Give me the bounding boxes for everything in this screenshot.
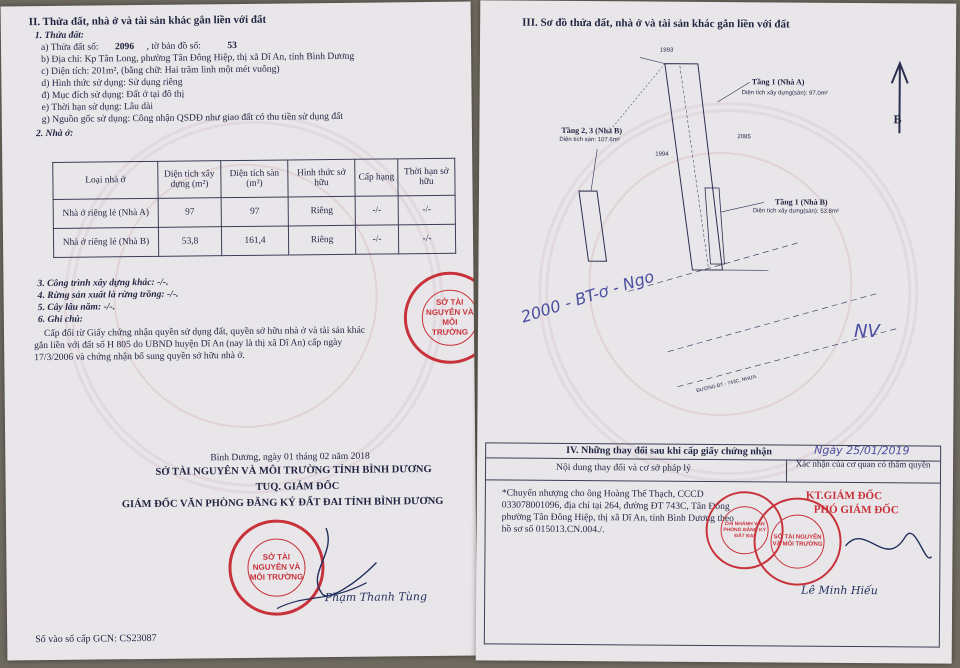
changes-col-confirm [787,459,940,483]
change-entry-line: 033078001096, địa chỉ tại 264, đường ĐT 743C, Tân Đông [501,499,730,513]
table-cell: 97 [221,197,288,227]
table-cell: 97 [158,198,221,228]
north-arrow-label: B [893,112,902,127]
kt-director: KT.GIÁM ĐỐC [805,489,883,503]
stamp-text: SỞ TÀI NGUYÊN VÀ MÔI TRƯỜNG [770,514,824,568]
floor-area: Diện tích sàn: 107.6m² [559,136,620,144]
land-term: e) Thời hạn sử dụng: Lâu dài [41,100,154,114]
change-entry-line: phường Tân Đông Hiệp, thị xã Dĩ An, tỉnh Bình Dương theo [501,511,734,525]
col-header: Hình thức sở hữu [288,159,355,197]
table-cell: -/- [355,196,398,225]
parcel-number: 1993 [659,47,674,54]
col-header: Cấp hạng [355,159,398,196]
table-cell: Nhà ở riêng lẻ (Nhà B) [53,227,158,257]
house-heading: 2. Nhà ở: [35,127,74,140]
floor-area: Diện tích xây dựng(sàn): 53.8m² [752,208,839,215]
house-table [52,158,456,258]
col-header: Diện tích xây dựng (m²) [158,161,221,199]
site-plan-drawing [477,0,956,443]
change-entry-line: hồ sơ số 015013.CN.004./. [501,523,605,536]
land-usage-form: d) Hình thức sử dụng: Sử dụng riêng [41,76,183,90]
changes-date: Ngày 25/01/2019 [814,443,910,458]
stamp-text: CHI NHÁNH VĂN PHÒNG ĐĂNG KÝ ĐẤT ĐAI [721,506,769,554]
note-line: gắn liền với đất số H 805 do UBND huyện Dĩ An (nay là thị xã Dĩ An) cấp ngày [34,336,343,352]
handwritten-note: 2000 - BT-ơ - Ngo [518,266,657,327]
section-iii-title: III. Sơ đồ thửa đất, nhà ở và tài sản khác gắn liền với đất [522,16,790,31]
note-line: 17/3/2006 và chứng nhận bổ sung quyền sở hữu nhà ở. [34,349,245,364]
changes-table [484,442,941,647]
changes-col-content [486,457,787,482]
official-stamp [753,497,842,586]
table-cell: 161,4 [221,226,288,256]
col-header: Thời hạn sở hữu [398,158,455,196]
parcel-number: 2085 [737,134,751,141]
tuq-director: TUQ. GIÁM ĐỐC [255,480,340,493]
table-cell: -/- [398,224,455,254]
left-page [1,2,478,661]
table-row [53,224,455,257]
floor-area: Diện tích xây dựng(sàn): 97.0m² [741,90,828,97]
road-label: ĐƯỜNG ĐT - 743C, NHỰA [695,373,758,395]
house-table-header [53,158,455,199]
changes-title: IV. Những thay đổi sau khi cấp giấy chứng nhận [566,444,772,458]
notes-heading: 6. Ghi chú: [37,313,83,326]
changes-col-header: Xác nhận của cơ quan có thẩm quyền [795,458,931,470]
floor-label: Tầng 2, 3 (Nhà B) [561,125,623,136]
director-title: GIÁM ĐỐC VĂN PHÒNG ĐĂNG KÝ ĐẤT ĐAI TỈNH BÌNH DƯƠNG [121,495,444,511]
stamp-text: SỞ TÀI NGUYÊN VÀ MÔI TRƯỜNG [422,290,477,346]
land-parcel-number: 2096 [114,41,135,53]
planted-forest: 4. Rừng sản xuất là rừng trồng: -/-. [37,288,179,302]
signer-name: Phạm Thanh Tùng [324,590,428,605]
other-construction: 3. Công trình xây dựng khác: -/-. [37,276,169,290]
col-header: Diện tích sàn (m²) [221,160,288,198]
table-cell: Riêng [288,196,355,226]
book-number: Số vào sổ cấp GCN: CS23087 [35,632,157,646]
signature-scribble-icon [835,516,935,577]
stamp-text: SỞ TÀI NGUYÊN VÀ MÔI TRƯỜNG [247,538,305,596]
table-cell: Riêng [288,225,355,255]
land-address: b) Địa chỉ: Kp Tân Long, phường Tân Đông Hiệp, thị xã Dĩ An, tỉnh Bình Dương [41,50,355,66]
land-purpose: đ) Mục đích sử dụng: Đất ở tại đô thị [41,88,185,102]
note-line: Cấp đổi từ Giấy chứng nhận quyền sử dụng đất, quyền sở hữu nhà ở và tài sản khác [43,324,366,340]
issuing-agency: SỞ TÀI NGUYÊN VÀ MÔI TRƯỜNG TỈNH BÌNH DƯƠNG [155,463,432,478]
signer-name: Lê Minh Hiếu [801,583,878,598]
table-cell: -/- [398,195,455,225]
right-page [476,0,957,663]
issue-date: Bình Dương, ngày 01 tháng 02 năm 2018 [210,450,370,464]
handwritten-initials: NV [853,320,880,343]
table-cell: Nhà ở riêng lẻ (Nhà A) [53,198,158,228]
section-ii-title: II. Thửa đất, nhà ở và tài sản khác gắn liền với đất [28,13,267,29]
table-row [53,195,455,228]
change-entry-line: *Chuyển nhượng cho ông Hoàng Thế Thạch, CCCD [501,487,704,500]
col-header: Loại nhà ở [53,161,158,199]
map-sheet-label: , tờ bản đồ số: [146,40,201,52]
floor-label: Tầng 1 (Nhà B) [774,197,828,207]
table-cell: -/- [355,225,398,254]
table-cell: 53,8 [158,227,221,257]
land-origin: g) Nguồn gốc sử dụng: Công nhận QSDĐ như giao đất có thu tiền sử dụng đất [41,110,344,126]
land-heading: 1. Thửa đất: [34,29,85,42]
land-area: c) Diện tích: 201m², (bằng chữ: Hai trăm linh một mét vuông) [41,63,280,78]
land-parcel-label: a) Thửa đất số: [40,41,99,54]
map-sheet-number: 53 [227,40,237,52]
perennial-trees: 5. Cây lâu năm: -/-. [37,301,116,314]
changes-col-header: Nội dung thay đổi và cơ sở pháp lý [556,461,691,474]
parcel-number: 1994 [655,151,669,158]
deputy-director: PHÓ GIÁM ĐỐC [813,503,899,517]
floor-label: Tầng 1 (Nhà A) [751,77,805,87]
